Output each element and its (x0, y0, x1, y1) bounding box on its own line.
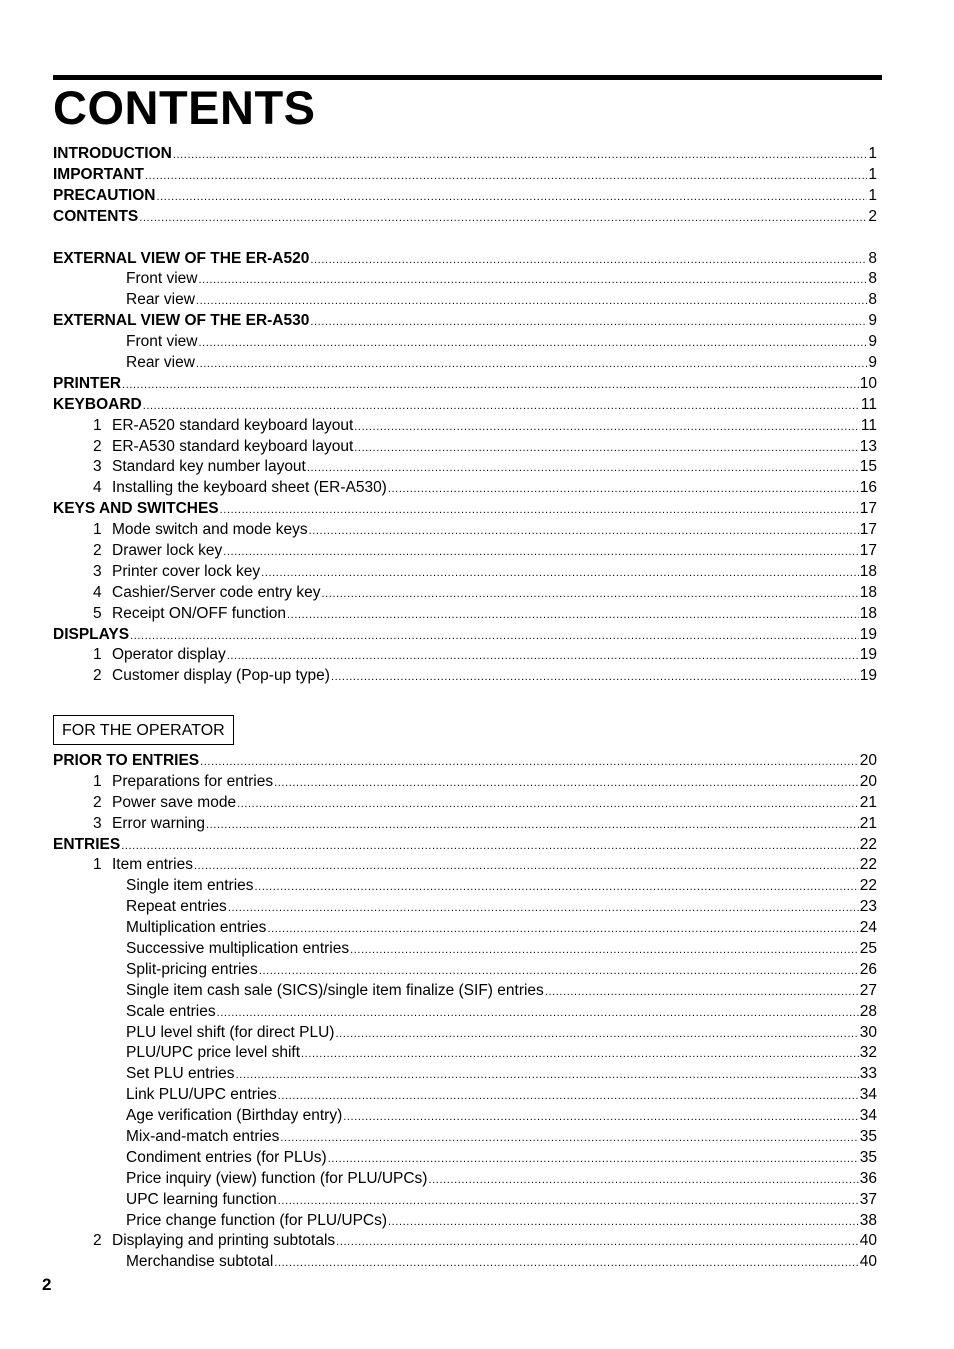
toc-entry-title: Operator display (112, 646, 226, 664)
toc-entry[interactable] (53, 332, 877, 353)
toc-entry-page: 21 (859, 814, 877, 832)
dot-leader (545, 982, 859, 1003)
toc-entry-page: 13 (859, 437, 877, 455)
toc-entry[interactable] (53, 897, 877, 918)
dot-leader (122, 375, 859, 396)
toc-entry[interactable] (53, 583, 877, 604)
dot-leader (199, 333, 868, 354)
toc-entry[interactable] (53, 1231, 877, 1252)
dot-leader (196, 354, 867, 375)
dot-leader (310, 250, 867, 271)
toc-entry[interactable] (53, 1127, 877, 1148)
toc-entry-page: 1 (868, 145, 877, 162)
toc-entry-number: 1 (93, 772, 102, 790)
toc-entry-title: DISPLAYS (53, 625, 130, 643)
toc-entry-title: Price inquiry (view) function (for PLU/UPCs) (126, 1169, 428, 1187)
toc-entry-title: Installing the keyboard sheet (ER-A530) (112, 479, 387, 497)
page-title: CONTENTS (53, 81, 316, 134)
page-number: 2 (42, 1275, 52, 1294)
dot-leader (278, 1086, 859, 1107)
toc-entry-title: Mix-and-match entries (126, 1128, 280, 1146)
toc-entry-number: 1 (93, 416, 102, 434)
dot-leader (237, 794, 859, 815)
dot-leader (343, 1107, 859, 1128)
toc-entry-title: PLU/UPC price level shift (126, 1044, 301, 1062)
toc-entry-page: 20 (859, 772, 877, 790)
toc-entry-title: Customer display (Pop-up type) (112, 667, 330, 685)
dot-leader (130, 626, 859, 647)
toc-entry-number: 2 (93, 542, 102, 560)
toc-entry[interactable] (53, 311, 877, 332)
toc-entry-number: 2 (93, 793, 102, 811)
toc-entry-page: 8 (868, 270, 877, 288)
toc-entry[interactable] (53, 1211, 877, 1232)
toc-entry[interactable] (53, 499, 877, 520)
toc-entry[interactable] (53, 478, 877, 499)
toc-entry-title: Preparations for entries (112, 772, 274, 790)
toc-entry-title: Error warning (112, 814, 206, 832)
toc-entry-page: 32 (859, 1044, 877, 1062)
toc-entry[interactable] (53, 1252, 877, 1273)
toc-entry[interactable] (53, 186, 877, 207)
toc-entry-page: 38 (859, 1211, 877, 1229)
toc-entry-title: INTRODUCTION (53, 145, 172, 162)
toc-entry[interactable] (53, 541, 877, 562)
dot-leader (236, 1065, 859, 1086)
toc-entry-page: 25 (859, 940, 877, 958)
toc-entry[interactable] (53, 144, 877, 165)
toc-entry-title: Successive multiplication entries (126, 940, 350, 958)
toc-entry[interactable] (53, 1169, 877, 1190)
toc-entry-page: 11 (860, 395, 877, 413)
dot-leader (121, 836, 859, 857)
toc-entry-page: 10 (859, 374, 877, 392)
toc-entry-page: 34 (859, 1107, 877, 1125)
dot-leader (220, 500, 859, 521)
toc-entry-title: ENTRIES (53, 835, 121, 853)
toc-entry-number: 3 (93, 458, 102, 476)
dot-leader (328, 1149, 859, 1170)
toc-entry-page: 1 (868, 165, 877, 183)
toc-entry-title: Single item cash sale (SICS)/single item finalize (SIF) entries (126, 981, 544, 999)
toc-entry-title: PRECAUTION (53, 186, 156, 204)
toc-spacer (53, 228, 877, 249)
toc-entry-page: 8 (868, 291, 877, 309)
dot-leader (388, 479, 859, 500)
toc-entry-page: 22 (859, 877, 877, 895)
toc-entry-title: Power save mode (112, 793, 237, 811)
dot-leader (261, 563, 859, 584)
section-heading-box: FOR THE OPERATOR (53, 715, 234, 745)
dot-leader (310, 312, 867, 333)
toc-entry[interactable] (53, 1148, 877, 1169)
toc-entry[interactable] (53, 855, 877, 876)
toc-entry[interactable] (53, 1085, 877, 1106)
toc-entry-page: 1 (868, 186, 877, 204)
toc-entry[interactable] (53, 960, 877, 981)
toc-entry[interactable] (53, 165, 877, 186)
toc-entry-page: 19 (859, 667, 877, 685)
toc-entry[interactable] (53, 814, 877, 835)
toc-entry[interactable] (53, 1190, 877, 1211)
dot-leader (336, 1232, 859, 1253)
toc-entry-number: 2 (93, 437, 102, 455)
toc-entry[interactable] (53, 1043, 877, 1064)
dot-leader (301, 1044, 859, 1065)
toc-entry-title: Condiment entries (for PLUs) (126, 1148, 327, 1166)
toc-entry-title: Front view (126, 333, 198, 351)
dot-leader (274, 773, 859, 794)
toc-list-general (53, 144, 877, 687)
toc-entry-page: 40 (859, 1232, 877, 1250)
dot-leader (267, 919, 858, 940)
toc-entry[interactable] (53, 625, 877, 646)
toc-entry-title: Repeat entries (126, 898, 227, 916)
toc-entry-title: Standard key number layout (112, 458, 306, 476)
toc-entry[interactable] (53, 395, 877, 416)
toc-entry-title: Scale entries (126, 1002, 216, 1020)
dot-leader (200, 752, 859, 773)
toc-entry-title: ER-A520 standard keyboard layout (112, 416, 354, 434)
toc-entry-title: IMPORTANT (53, 165, 144, 183)
toc-entry-title: PRIOR TO ENTRIES (53, 752, 200, 769)
toc-entry-page: 11 (860, 416, 877, 434)
dot-leader (196, 291, 867, 312)
toc-entry-page: 18 (859, 583, 877, 601)
toc-entry-title: Split-pricing entries (126, 960, 258, 978)
toc-entry-title: Drawer lock key (112, 542, 223, 560)
toc-entry[interactable] (53, 562, 877, 583)
toc-entry-number: 1 (93, 646, 102, 664)
dot-leader (307, 458, 859, 479)
dot-leader (354, 417, 860, 438)
toc-entry-title: ER-A530 standard keyboard layout (112, 437, 354, 455)
dot-leader (139, 208, 867, 229)
toc-entry-title: Cashier/Server code entry key (112, 583, 321, 601)
dot-leader (173, 145, 868, 166)
toc-entry-title: CONTENTS (53, 207, 139, 225)
dot-leader (287, 605, 859, 626)
toc-entry-page: 27 (859, 981, 877, 999)
toc-entry-page: 40 (859, 1253, 877, 1271)
dot-leader (143, 396, 860, 417)
toc-entry-title: Age verification (Birthday entry) (126, 1107, 343, 1125)
dot-leader (274, 1253, 858, 1274)
toc-entry[interactable] (53, 604, 877, 625)
toc-entry-page: 35 (859, 1128, 877, 1146)
toc-entry[interactable] (53, 416, 877, 437)
toc-entry-page: 21 (859, 793, 877, 811)
toc-entry-title: Printer cover lock key (112, 562, 261, 580)
toc-entry-page: 33 (859, 1065, 877, 1083)
toc-entry-title: EXTERNAL VIEW OF THE ER-A520 (53, 249, 310, 267)
toc-list-operator (53, 751, 877, 1273)
dot-leader (354, 438, 858, 459)
toc-entry-title: EXTERNAL VIEW OF THE ER-A530 (53, 312, 310, 330)
title-rule (53, 75, 882, 80)
toc-entry-title: Set PLU entries (126, 1065, 235, 1083)
toc-entry-title: Multiplication entries (126, 919, 267, 937)
toc-entry-page: 15 (859, 458, 877, 476)
toc-entry-title: KEYS AND SWITCHES (53, 500, 219, 518)
toc-entry-page: 16 (859, 479, 877, 497)
dot-leader (335, 1024, 858, 1045)
dot-leader (388, 1212, 859, 1233)
toc-entry[interactable] (53, 520, 877, 541)
toc-entry-title: KEYBOARD (53, 395, 142, 413)
toc-entry-title: Mode switch and mode keys (112, 521, 308, 539)
toc-entry[interactable] (53, 290, 877, 311)
dot-leader (223, 542, 859, 563)
toc-entry-page: 17 (859, 500, 877, 518)
toc-entry[interactable] (53, 437, 877, 458)
toc-entry-title: Receipt ON/OFF function (112, 604, 287, 622)
toc-entry-title: Price change function (for PLU/UPCs) (126, 1211, 388, 1229)
toc-entry-page: 18 (859, 604, 877, 622)
toc-entry-title: UPC learning function (126, 1190, 277, 1208)
toc-entry[interactable] (53, 666, 877, 687)
toc-entry[interactable] (53, 1106, 877, 1127)
toc-entry-title: Rear view (126, 291, 195, 309)
toc-entry-page: 9 (868, 312, 877, 330)
toc-entry-page: 19 (859, 646, 877, 664)
toc-entry-title: Link PLU/UPC entries (126, 1086, 277, 1104)
toc-entry-number: 3 (93, 562, 102, 580)
dot-leader (206, 815, 859, 836)
toc-entry[interactable] (53, 269, 877, 290)
toc-entry-page: 2 (868, 207, 877, 225)
toc-entry-page: 8 (868, 249, 877, 267)
dot-leader (428, 1170, 858, 1191)
toc-entry-page: 19 (859, 625, 877, 643)
dot-leader (350, 940, 859, 961)
toc-entry[interactable] (53, 353, 877, 374)
toc-entry-page: 22 (859, 835, 877, 853)
toc-entry-page: 26 (859, 960, 877, 978)
toc-entry-page: 18 (859, 562, 877, 580)
toc-entry[interactable] (53, 1002, 877, 1023)
toc-entry-page: 9 (868, 354, 877, 372)
toc-entry[interactable] (53, 374, 877, 395)
toc-entry-title: Displaying and printing subtotals (112, 1232, 336, 1250)
toc-entry[interactable] (53, 981, 877, 1002)
toc-entry-title: Single item entries (126, 877, 254, 895)
toc-entry-title: PRINTER (53, 374, 122, 392)
toc-entry[interactable] (53, 793, 877, 814)
dot-leader (331, 667, 859, 688)
toc-entry-page: 24 (859, 919, 877, 937)
toc-entry[interactable] (53, 772, 877, 793)
dot-leader (228, 898, 859, 919)
toc-entry-page: 37 (859, 1190, 877, 1208)
toc-entry[interactable] (53, 918, 877, 939)
toc-entry-page: 17 (859, 521, 877, 539)
dot-leader (280, 1128, 858, 1149)
toc-entry-page: 22 (859, 856, 877, 874)
toc-entry[interactable] (53, 249, 877, 270)
toc-entry-title: Item entries (112, 856, 193, 874)
toc-entry-page: 20 (859, 752, 877, 769)
toc-entry[interactable] (53, 939, 877, 960)
dot-leader (145, 166, 867, 187)
dot-leader (156, 187, 867, 208)
toc-entry-page: 36 (859, 1169, 877, 1187)
toc-entry[interactable] (53, 1023, 877, 1044)
dot-leader (227, 646, 859, 667)
toc-entry-number: 4 (93, 479, 102, 497)
toc-entry-number: 4 (93, 583, 102, 601)
toc-entry[interactable] (53, 645, 877, 666)
toc-entry[interactable] (53, 207, 877, 228)
dot-leader (217, 1003, 859, 1024)
dot-leader (309, 521, 859, 542)
toc-entry-page: 34 (859, 1086, 877, 1104)
toc-entry-title: Rear view (126, 354, 195, 372)
dot-leader (199, 270, 868, 291)
toc-entry-page: 28 (859, 1002, 877, 1020)
dot-leader (321, 584, 858, 605)
dot-leader (255, 877, 859, 898)
toc-entry-number: 1 (93, 856, 102, 874)
toc-entry-page: 30 (859, 1023, 877, 1041)
toc-entry-number: 1 (93, 521, 102, 539)
toc-entry[interactable] (53, 1064, 877, 1085)
toc-entry-title: PLU level shift (for direct PLU) (126, 1023, 335, 1041)
toc-entry-page: 35 (859, 1148, 877, 1166)
toc-entry[interactable] (53, 751, 877, 772)
dot-leader (259, 961, 859, 982)
dot-leader (194, 856, 859, 877)
toc-entry-number: 5 (93, 604, 102, 622)
toc-entry-number: 2 (93, 667, 102, 685)
toc-entry-number: 2 (93, 1232, 102, 1250)
toc-entry[interactable] (53, 835, 877, 856)
dot-leader (278, 1191, 859, 1212)
toc-entry-title: Merchandise subtotal (126, 1253, 274, 1271)
toc-entry[interactable] (53, 457, 877, 478)
toc-entry-title: Front view (126, 270, 198, 288)
toc-entry-page: 9 (868, 333, 877, 351)
toc-entry[interactable] (53, 876, 877, 897)
toc-entry-page: 17 (859, 542, 877, 560)
toc-entry-number: 3 (93, 814, 102, 832)
toc-entry-page: 23 (859, 898, 877, 916)
